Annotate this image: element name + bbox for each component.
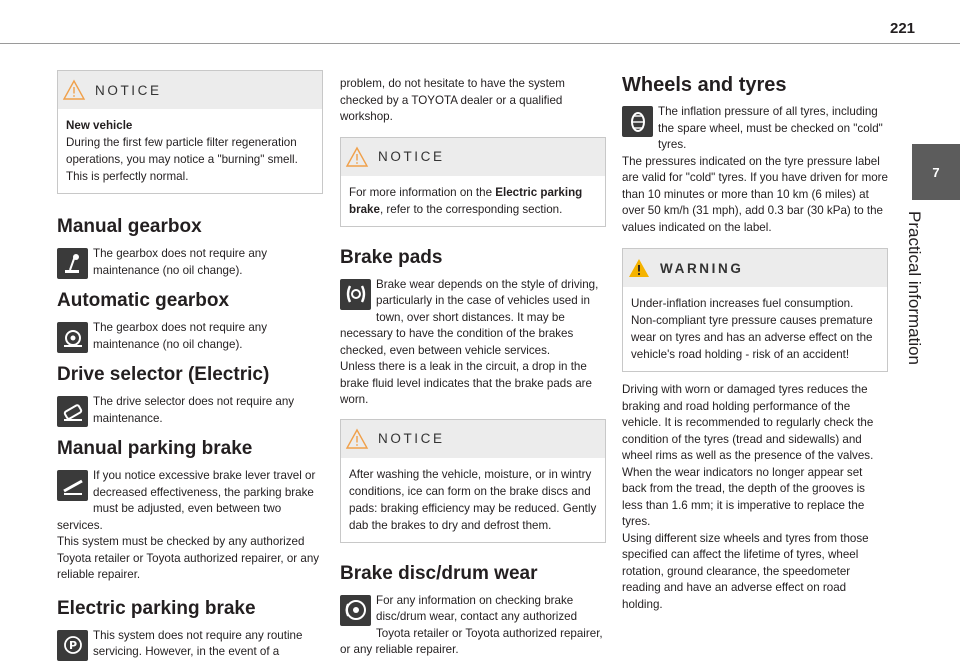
tyre-icon (622, 106, 653, 137)
page-number: 221 (890, 20, 916, 37)
section-manual-parking-brake (57, 438, 323, 584)
section-text: The gearbox does not require any maintenance (no oil change). (93, 321, 268, 351)
section-text-2: The pressures indicated on the tyre pressure label are valid for "cold" tyres. If you have driven for more than 10 minutes or more than 10 km (6 miles) at over 50 km/h (31 mph), add 0.3 bar (30 kPa) to the values indicated on the label. (622, 154, 888, 234)
section-title: Automatic gearbox (57, 290, 230, 311)
section-content (57, 468, 323, 534)
section-content (57, 246, 323, 280)
section-text: This system does not require any routine servicing. However, in the event of a (93, 628, 303, 658)
section-text: If you notice excessive brake lever travel or decreased effectiveness, the parking brake must be adjusted, even between two services. (57, 469, 316, 532)
notice-triangle-icon (63, 80, 85, 100)
section-title: Brake pads (340, 246, 443, 268)
chapter-tab[interactable]: 7 (912, 144, 960, 200)
section-title: Wheels and tyres (622, 74, 787, 96)
section-electric-parking-brake (57, 598, 323, 662)
notice-body: After washing the vehicle, moisture, or in wintry conditions, ice can form on the brake discs and pads: braking efficiency may be reduced. Gently dab the brakes to dry and defrost them. (349, 467, 597, 532)
column-1 (57, 70, 323, 672)
section-text: For any information on checking brake disc/drum wear, contact any authorized Toyota retailer or Toyota authorized repairer, or any reliable repairer. (340, 593, 603, 656)
gear-lever-icon (57, 248, 88, 279)
notice-header (341, 420, 605, 458)
section-title: Brake disc/drum wear (340, 562, 538, 584)
section-text: The inflation pressure of all tyres, including the spare wheel, must be checked on "cold" tyres. (658, 105, 883, 151)
section-content (57, 394, 323, 428)
notice-label: NOTICE (378, 431, 445, 446)
notice-label: NOTICE (95, 82, 162, 98)
section-wheels-tyres (622, 74, 888, 236)
notice-box-new-vehicle (57, 70, 323, 194)
notice-link-text: Electric parking brake (349, 185, 583, 216)
notice-label: NOTICE (378, 149, 445, 164)
notice-header (58, 71, 322, 109)
section-text: The drive selector does not require any maintenance. (93, 395, 295, 425)
svg-text:P: P (68, 639, 77, 652)
warning-box-tyre-pressure (622, 248, 888, 372)
electric-parking-brake-icon (57, 630, 88, 661)
section-title: Manual parking brake (57, 438, 253, 459)
section-title: Drive selector (Electric) (57, 364, 270, 385)
notice-text: During the first few particle filter regeneration operations, you may notice a "burning" smell. This is perfectly normal. (66, 136, 298, 183)
section-title: Manual gearbox (57, 216, 202, 237)
notice-body (58, 109, 322, 193)
driving-text: Driving with worn or damaged tyres reduces the braking and road holding performance of the vehicle. It is recommended to regularly check the condition of the tyres (tread and sidewalls) and wheel rims as well as the presence of the valves. When the wear indicators no longer appear set back from the tread, the depth of the grooves is less than 1.6 mm; it is imperative to replace the tyres. (622, 383, 874, 528)
section-title: Electric parking brake (57, 597, 256, 619)
section-content (57, 628, 323, 662)
notice-triangle-icon (346, 147, 368, 167)
section-content (340, 277, 606, 360)
brake-disc-icon (340, 595, 371, 626)
notice-box-electric-parking-brake (340, 137, 606, 227)
notice-box-washing (340, 419, 606, 543)
section-manual-gearbox (57, 216, 323, 280)
drive-selector-icon (57, 396, 88, 427)
parking-brake-lever-icon (57, 470, 88, 501)
section-content (622, 104, 888, 154)
section-text: The gearbox does not require any maintenance (no oil change). (93, 247, 268, 277)
notice-body (341, 176, 605, 226)
section-content (57, 320, 323, 354)
driving-text-2: Using different size wheels and tyres from those specified can affect the lifetime of tyres, wheel rotation, ground clearance, the speedometer reading and have an adverse effect on road holding. (622, 531, 869, 611)
section-automatic-gearbox (57, 290, 323, 354)
brake-pads-icon (340, 279, 371, 310)
section-text-2: Unless there is a leak in the circuit, a drop in the brake fluid level indicates that the brake pads are worn. (340, 360, 592, 406)
column-3 (622, 74, 888, 613)
warning-header (623, 249, 887, 287)
warning-triangle-icon (628, 258, 650, 278)
column-2 (340, 76, 606, 669)
notice-header (341, 138, 605, 176)
top-rule (0, 43, 960, 44)
section-brake-disc (340, 563, 606, 659)
notice-triangle-icon (346, 429, 368, 449)
automatic-gearbox-icon (57, 322, 88, 353)
section-drive-selector (57, 364, 323, 428)
notice-heading: New vehicle (66, 119, 133, 132)
continuation-text: problem, do not hesitate to have the system checked by a TOYOTA dealer or a qualified workshop. (340, 77, 565, 123)
notice-text-before: For more information on the (349, 185, 496, 199)
section-text-2: This system must be checked by any authorized Toyota retailer or Toyota authorized repairer, or any reliable repairer. (57, 535, 320, 581)
section-content (340, 593, 606, 659)
chapter-title-text: Practical information (905, 211, 924, 366)
chapter-title (900, 211, 924, 471)
notice-text-after: , refer to the corresponding section. (379, 202, 563, 216)
section-brake-pads (340, 247, 606, 409)
warning-body: Under-inflation increases fuel consumption. Non-compliant tyre pressure causes premature wear on tyres and has an adverse effect on the vehicle's road holding - risk of an accident! (631, 297, 873, 361)
warning-label: WARNING (660, 260, 744, 276)
section-text: Brake wear depends on the style of driving, particularly in the case of vehicles used in town, over short distances. It may be necessary to have the condition of the brakes checked, even between vehicle services. (340, 277, 599, 357)
